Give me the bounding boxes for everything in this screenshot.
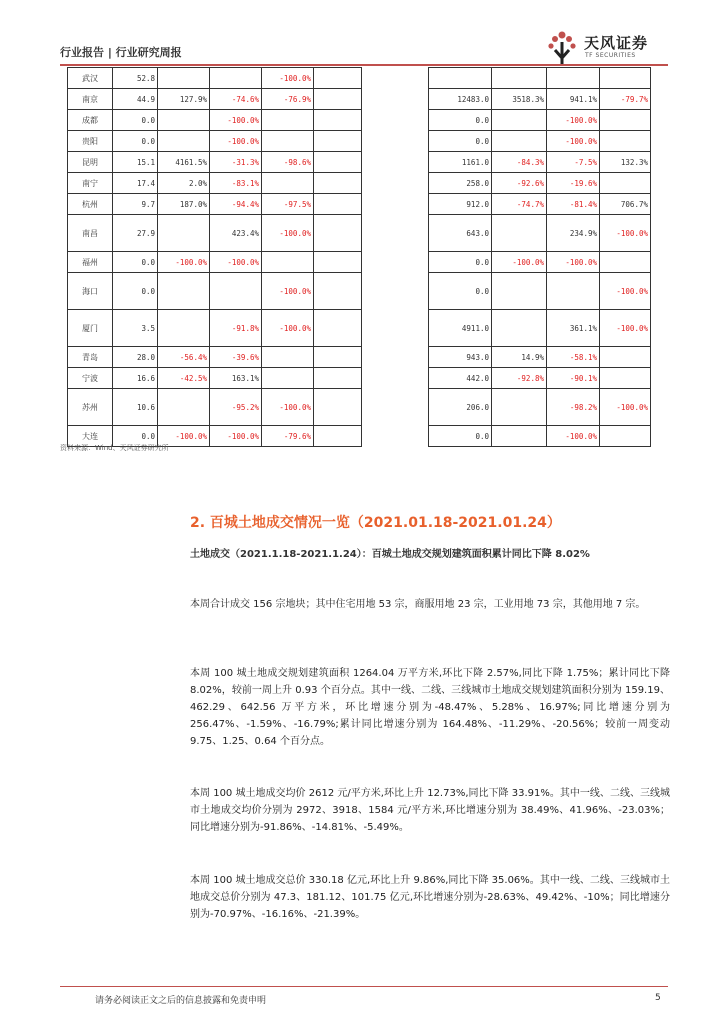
value-cell: 706.7% xyxy=(600,194,651,215)
table-row xyxy=(68,252,362,273)
section-title: 2. 百城土地成交情况一览（2021.01.18-2021.01.24） xyxy=(190,515,561,531)
value-cell: 0.0 xyxy=(113,426,158,447)
page-number: 5 xyxy=(655,993,661,1003)
value-cell: -100.0% xyxy=(547,426,600,447)
header-title: 行业报告 | 行业研究周报 xyxy=(60,46,182,59)
value-cell: -97.5% xyxy=(262,194,314,215)
table-row xyxy=(429,389,651,426)
value-cell: 27.9 xyxy=(113,215,158,252)
paragraph-floor-area: 本周 100 城土地成交规划建筑面积 1264.04 万平方米,环比下降 2.57%,同比下降 1.75%；累计同比下降 8.02%，较前一周上升 0.93 个百分点。其中一线、二线、三线城市土地成交规划建筑面积分别为 159.19、462.29、642.56 万平方米，环比增速分别为-48.47%、5.28%、16.97%;同比增速分别为 256.47%、-1.59%、-16.79%;累计同比增速分别为 164.48%、-11.29%、-20.56%；较前一周变动 9.75、1.25、0.64 个百分点。 xyxy=(190,668,670,747)
value-cell: 12483.0 xyxy=(429,89,492,110)
table-row xyxy=(429,89,651,110)
value-cell: -92.8% xyxy=(492,368,547,389)
table-row xyxy=(429,215,651,252)
city-cell: 成都 xyxy=(68,110,113,131)
value-cell: -100.0% xyxy=(262,389,314,426)
table-row xyxy=(68,310,362,347)
value-cell: 52.8 xyxy=(113,68,158,89)
value-cell: 4911.0 xyxy=(429,310,492,347)
section-subhead: 土地成交（2021.1.18-2021.1.24）：百城土地成交规划建筑面积累计同比下降 8.02% xyxy=(190,549,590,560)
value-cell: 0.0 xyxy=(429,110,492,131)
city-cell: 昆明 xyxy=(68,152,113,173)
value-cell: 17.4 xyxy=(113,173,158,194)
value-cell: 0.0 xyxy=(429,252,492,273)
value-cell xyxy=(314,215,362,252)
table-row xyxy=(68,110,362,131)
paragraph-total-price: 本周 100 城土地成交总价 330.18 亿元,环比上升 9.86%,同比下降 35.06%。其中一线、二线、三线城市土地成交总价分别为 47.3、181.12、101.75 亿元,环比增速分别为-28.63%、49.42%、-10%；同比增速分别为-70.97%、-16.16%、-21.39%。 xyxy=(190,875,670,920)
value-cell: 28.0 xyxy=(113,347,158,368)
table-row xyxy=(68,173,362,194)
value-cell xyxy=(262,347,314,368)
value-cell: -79.6% xyxy=(262,426,314,447)
value-cell: -100.0% xyxy=(547,131,600,152)
table-row xyxy=(68,368,362,389)
table-row xyxy=(429,152,651,173)
table-row xyxy=(68,68,362,89)
value-cell xyxy=(314,310,362,347)
value-cell xyxy=(210,68,262,89)
paragraph-avg-price: 本周 100 城土地成交均价 2612 元/平方米,环比上升 12.73%,同比下降 33.91%。其中一线、二线、三线城市土地成交均价分别为 2972、3918、1584 元/平方米,环比增速分别为 38.49%、41.96%、-23.03%；同比增速分别为-91.86%、-14.81%、-5.49%。 xyxy=(190,788,670,833)
city-cell: 大连 xyxy=(68,426,113,447)
value-cell: -100.0% xyxy=(600,273,651,310)
right-data-table xyxy=(428,67,651,447)
table-row xyxy=(68,389,362,426)
value-cell: -100.0% xyxy=(210,131,262,152)
value-cell: 2.0% xyxy=(158,173,210,194)
value-cell: 0.0 xyxy=(113,131,158,152)
value-cell xyxy=(262,131,314,152)
value-cell xyxy=(314,389,362,426)
value-cell xyxy=(600,110,651,131)
value-cell: -100.0% xyxy=(262,310,314,347)
value-cell: 44.9 xyxy=(113,89,158,110)
footer-divider xyxy=(60,986,668,987)
value-cell: -42.5% xyxy=(158,368,210,389)
value-cell xyxy=(547,273,600,310)
value-cell xyxy=(158,110,210,131)
city-cell: 杭州 xyxy=(68,194,113,215)
logo-mark-icon xyxy=(546,30,578,66)
value-cell: -100.0% xyxy=(262,68,314,89)
value-cell: 3.5 xyxy=(113,310,158,347)
source-note: 资料来源：Wind、天风证券研究所 xyxy=(60,444,169,452)
value-cell: -100.0% xyxy=(210,426,262,447)
value-cell xyxy=(314,252,362,273)
value-cell: -100.0% xyxy=(210,252,262,273)
value-cell: 361.1% xyxy=(547,310,600,347)
value-cell: -19.6% xyxy=(547,173,600,194)
table-row xyxy=(429,131,651,152)
value-cell: -98.6% xyxy=(262,152,314,173)
value-cell xyxy=(314,173,362,194)
value-cell: 16.6 xyxy=(113,368,158,389)
value-cell xyxy=(492,131,547,152)
value-cell: 258.0 xyxy=(429,173,492,194)
value-cell: -76.9% xyxy=(262,89,314,110)
value-cell: -100.0% xyxy=(547,252,600,273)
value-cell xyxy=(158,389,210,426)
value-cell: 4161.5% xyxy=(158,152,210,173)
table-row xyxy=(429,252,651,273)
value-cell: -98.2% xyxy=(547,389,600,426)
table-row xyxy=(68,89,362,110)
value-cell xyxy=(492,389,547,426)
value-cell: -100.0% xyxy=(262,215,314,252)
value-cell xyxy=(600,368,651,389)
value-cell xyxy=(314,68,362,89)
value-cell xyxy=(492,215,547,252)
table-row xyxy=(429,347,651,368)
value-cell xyxy=(429,68,492,89)
value-cell xyxy=(600,173,651,194)
table-row xyxy=(429,368,651,389)
value-cell xyxy=(314,368,362,389)
left-data-table xyxy=(67,67,362,447)
value-cell xyxy=(600,68,651,89)
value-cell xyxy=(600,347,651,368)
value-cell: -90.1% xyxy=(547,368,600,389)
value-cell: -58.1% xyxy=(547,347,600,368)
value-cell: 0.0 xyxy=(429,426,492,447)
value-cell xyxy=(600,252,651,273)
value-cell: 10.6 xyxy=(113,389,158,426)
value-cell: -56.4% xyxy=(158,347,210,368)
value-cell: 127.9% xyxy=(158,89,210,110)
value-cell: 234.9% xyxy=(547,215,600,252)
value-cell xyxy=(492,68,547,89)
logo-subtitle: TF SECURITIES xyxy=(585,52,636,59)
value-cell: 15.1 xyxy=(113,152,158,173)
value-cell: 1161.0 xyxy=(429,152,492,173)
value-cell xyxy=(262,173,314,194)
value-cell: 0.0 xyxy=(429,131,492,152)
table-row xyxy=(429,173,651,194)
table-row xyxy=(68,152,362,173)
value-cell: -7.5% xyxy=(547,152,600,173)
table-row xyxy=(68,194,362,215)
value-cell: 0.0 xyxy=(113,110,158,131)
city-cell: 南宁 xyxy=(68,173,113,194)
value-cell xyxy=(158,215,210,252)
value-cell: 9.7 xyxy=(113,194,158,215)
value-cell: -95.2% xyxy=(210,389,262,426)
value-cell xyxy=(158,131,210,152)
value-cell xyxy=(492,310,547,347)
value-cell xyxy=(314,152,362,173)
value-cell: -31.3% xyxy=(210,152,262,173)
value-cell xyxy=(158,68,210,89)
value-cell: -92.6% xyxy=(492,173,547,194)
value-cell: -100.0% xyxy=(492,252,547,273)
value-cell: -100.0% xyxy=(547,110,600,131)
city-cell: 厦门 xyxy=(68,310,113,347)
city-cell: 海口 xyxy=(68,273,113,310)
value-cell: -100.0% xyxy=(158,252,210,273)
table-row xyxy=(429,194,651,215)
value-cell: -100.0% xyxy=(600,389,651,426)
table-row xyxy=(68,215,362,252)
value-cell xyxy=(600,131,651,152)
value-cell: -100.0% xyxy=(262,273,314,310)
value-cell xyxy=(262,110,314,131)
value-cell xyxy=(492,273,547,310)
table-row xyxy=(68,273,362,310)
value-cell xyxy=(314,347,362,368)
value-cell: -81.4% xyxy=(547,194,600,215)
value-cell: -39.6% xyxy=(210,347,262,368)
value-cell: 187.0% xyxy=(158,194,210,215)
value-cell xyxy=(158,273,210,310)
company-logo xyxy=(538,28,668,68)
value-cell xyxy=(600,426,651,447)
table-row xyxy=(68,131,362,152)
value-cell: 941.1% xyxy=(547,89,600,110)
value-cell xyxy=(314,273,362,310)
value-cell: -94.4% xyxy=(210,194,262,215)
table-row xyxy=(68,347,362,368)
value-cell xyxy=(314,110,362,131)
value-cell xyxy=(547,68,600,89)
city-cell: 青岛 xyxy=(68,347,113,368)
footer-disclaimer: 请务必阅读正文之后的信息披露和免责申明 xyxy=(95,996,267,1006)
city-cell: 福州 xyxy=(68,252,113,273)
value-cell: 423.4% xyxy=(210,215,262,252)
value-cell: 0.0 xyxy=(113,252,158,273)
city-cell: 苏州 xyxy=(68,389,113,426)
value-cell: 163.1% xyxy=(210,368,262,389)
value-cell xyxy=(314,89,362,110)
value-cell: 132.3% xyxy=(600,152,651,173)
value-cell xyxy=(314,194,362,215)
value-cell: 14.9% xyxy=(492,347,547,368)
value-cell: 206.0 xyxy=(429,389,492,426)
value-cell: 0.0 xyxy=(429,273,492,310)
city-cell: 南昌 xyxy=(68,215,113,252)
value-cell: 3518.3% xyxy=(492,89,547,110)
value-cell: 943.0 xyxy=(429,347,492,368)
value-cell: -100.0% xyxy=(158,426,210,447)
header-divider xyxy=(60,64,668,66)
city-cell: 贵阳 xyxy=(68,131,113,152)
value-cell xyxy=(262,252,314,273)
value-cell xyxy=(262,368,314,389)
value-cell xyxy=(158,310,210,347)
value-cell xyxy=(492,110,547,131)
value-cell xyxy=(314,426,362,447)
table-row xyxy=(429,273,651,310)
city-cell: 南京 xyxy=(68,89,113,110)
value-cell: -74.7% xyxy=(492,194,547,215)
table-row xyxy=(429,110,651,131)
value-cell xyxy=(314,131,362,152)
value-cell: -100.0% xyxy=(600,310,651,347)
logo-name: 天风证券 xyxy=(584,34,649,52)
value-cell: 912.0 xyxy=(429,194,492,215)
value-cell: -100.0% xyxy=(210,110,262,131)
table-row xyxy=(429,310,651,347)
value-cell: -79.7% xyxy=(600,89,651,110)
table-row xyxy=(429,68,651,89)
value-cell: -83.1% xyxy=(210,173,262,194)
value-cell: 442.0 xyxy=(429,368,492,389)
value-cell: -91.8% xyxy=(210,310,262,347)
value-cell: 643.0 xyxy=(429,215,492,252)
city-cell: 武汉 xyxy=(68,68,113,89)
value-cell: -100.0% xyxy=(600,215,651,252)
table-row xyxy=(429,426,651,447)
city-cell: 宁波 xyxy=(68,368,113,389)
value-cell: -84.3% xyxy=(492,152,547,173)
value-cell: 0.0 xyxy=(113,273,158,310)
value-cell xyxy=(210,273,262,310)
paragraph-transactions: 本周合计成交 156 宗地块；其中住宅用地 53 宗，商服用地 23 宗，工业用地 73 宗，其他用地 7 宗。 xyxy=(190,599,646,610)
value-cell xyxy=(492,426,547,447)
value-cell: -74.6% xyxy=(210,89,262,110)
